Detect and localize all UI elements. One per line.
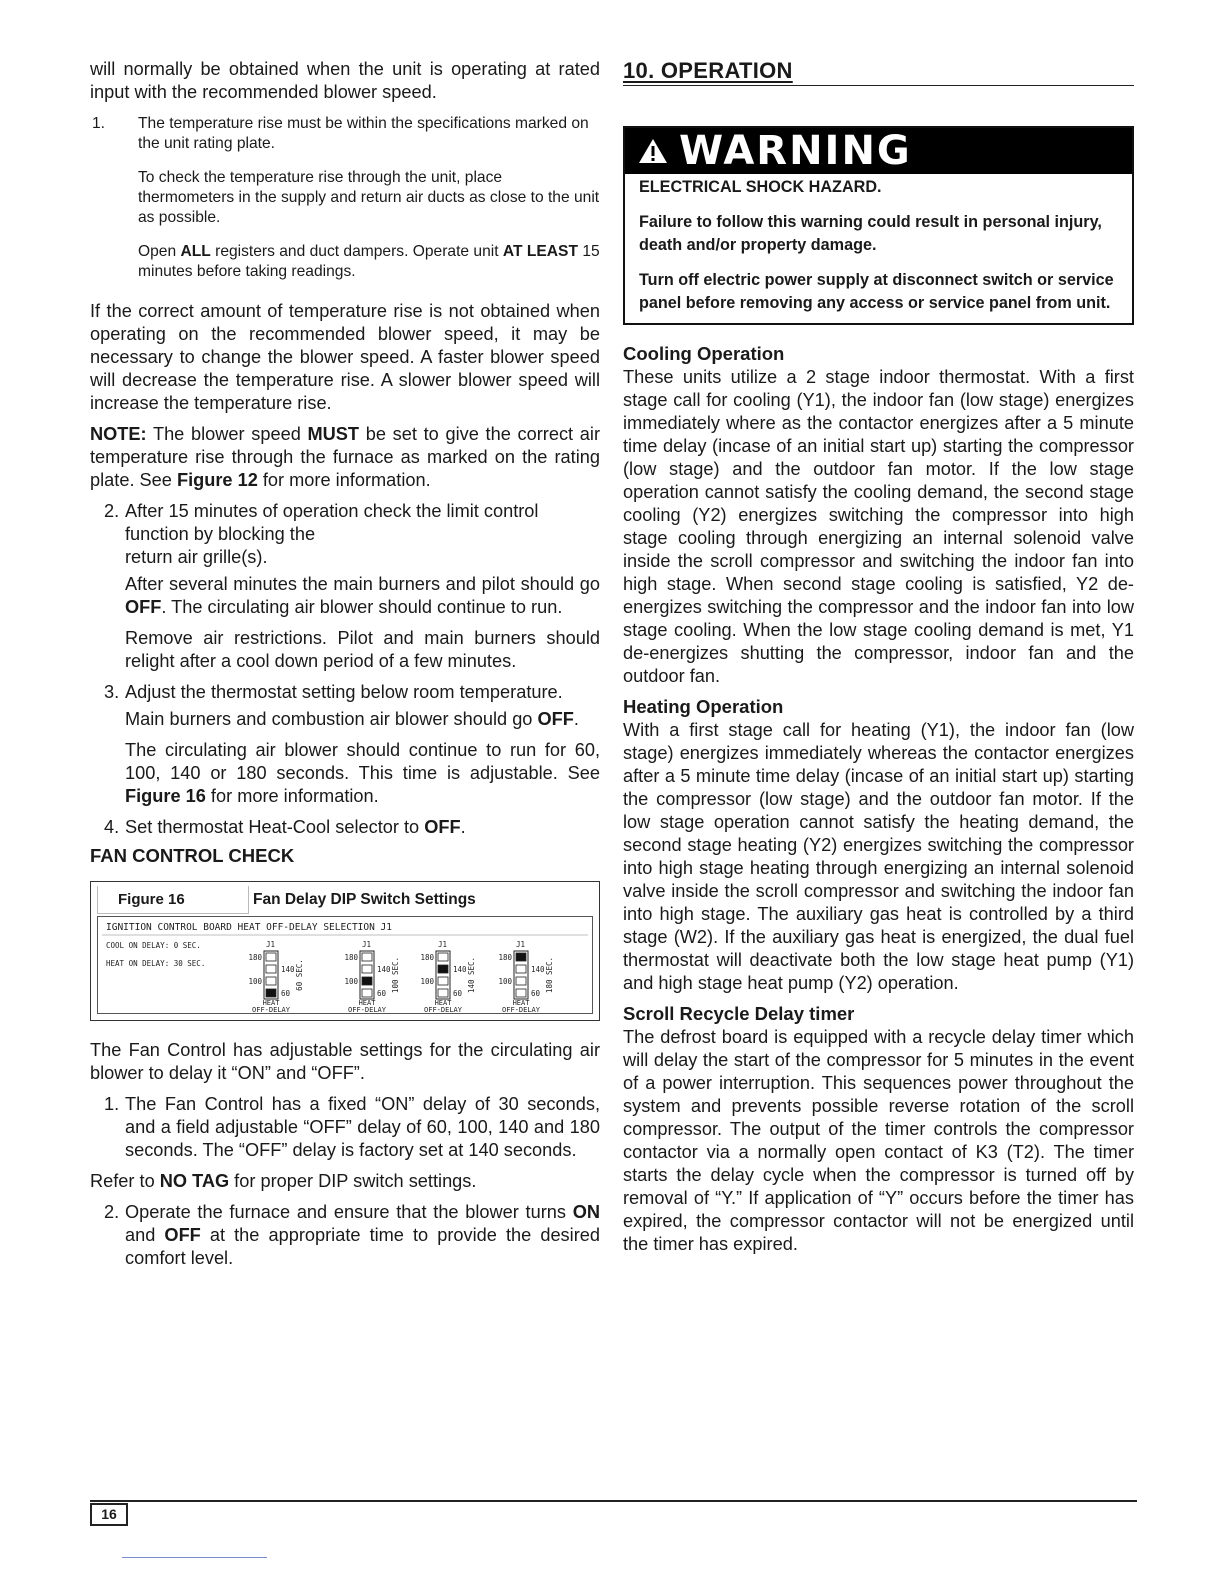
dip-position xyxy=(438,989,448,997)
position-label: 180 xyxy=(498,953,512,962)
figure-title: Fan Delay DIP Switch Settings xyxy=(253,891,476,908)
intro-paragraph: will normally be obtained when the unit is operating at rated input with the recommended blower speed. xyxy=(90,59,600,102)
position-label: 100 xyxy=(344,977,358,986)
dip-position-selected xyxy=(266,989,276,997)
dip-switch-svg xyxy=(98,917,594,1013)
list-text: The temperature rise must be within the specifications marked on the unit rating plate. xyxy=(138,115,589,152)
j1-label: J1 xyxy=(438,940,448,949)
warning-body xyxy=(625,174,1132,323)
dip-position xyxy=(438,953,448,961)
scroll-heading: Scroll Recycle Delay timer xyxy=(623,1003,855,1024)
position-label: 100 xyxy=(420,977,434,986)
warning-turn-off: Turn off electric power supply at disconnect switch or service panel before removing any access or service panel from unit. xyxy=(639,271,1114,312)
off-delay-label: OFF-DELAY xyxy=(502,1006,540,1013)
note-paragraph: NOTE: The blower speed MUST be set to give the correct air temperature rise through the furnace as marked on the rating plate. See Figure 12 for more information. xyxy=(90,424,600,490)
dip-position-selected xyxy=(438,965,448,973)
position-label: 60 xyxy=(531,989,541,998)
dip-position xyxy=(516,965,526,973)
dip-position xyxy=(266,953,276,961)
warning-word: WARNING xyxy=(679,128,912,174)
warning-box xyxy=(623,126,1134,325)
dip-position xyxy=(516,989,526,997)
position-label: 180 xyxy=(420,953,434,962)
footer-rule xyxy=(90,1500,1137,1502)
j1-label: J1 xyxy=(266,940,276,949)
dip-position xyxy=(362,989,372,997)
decorative-underline xyxy=(122,1557,267,1558)
refer-paragraph: Refer to NO TAG for proper DIP switch settings. xyxy=(90,1171,477,1191)
position-label: 140 xyxy=(531,965,545,974)
warning-triangle-icon xyxy=(637,137,669,165)
position-label: 60 xyxy=(453,989,463,998)
cooling-paragraph: These units utilize a 2 stage indoor thermostat. With a first stage call for cooling (Y1), the indoor fan (low stage) energizes immediately where as the contactor energizes after a 5 minute time delay (incase of an initial start up) starting the compressor (low stage) and the outdoor fan motor. If the low stage operation cannot satisfy the cooling demand, the second stage cooling (Y2) energizes switching the compressor into high stage cooling through energizing an internal solenoid valve inside the scroll compressor and switching the indoor fan into high stage. When second stage cooling is satisfied, Y2 de-energizes switching the compressor and the indoor fan into low stage cooling. When the low stage cooling demand is met, Y1 de-energizes shutting the compressor, indoor fan and the outdoor fan. xyxy=(623,367,1134,686)
warning-banner xyxy=(625,128,1132,174)
list-item-2: 2. After 15 minutes of operation check the limit control function by blocking the return air grille(s). xyxy=(104,501,539,567)
seconds-label: 60 SEC. xyxy=(295,959,304,991)
fan-list-item-2: 2. Operate the furnace and ensure that the blower turns ON and OFF at the appropriate time to provide the desired comfort level. xyxy=(104,1202,600,1268)
position-label: 100 xyxy=(248,977,262,986)
right-column xyxy=(623,58,1134,1264)
dip-position xyxy=(266,965,276,973)
cooling-heading: Cooling Operation xyxy=(623,343,785,364)
position-label: 140 xyxy=(377,965,391,974)
position-label: 180 xyxy=(344,953,358,962)
list-number: 1. xyxy=(92,115,106,132)
heat-label: HEAT xyxy=(262,999,280,1007)
cool-on-delay: COOL ON DELAY: 0 SEC. xyxy=(106,941,201,950)
dip-position xyxy=(362,953,372,961)
dip-position xyxy=(516,977,526,985)
board-label: IGNITION CONTROL BOARD HEAT OFF-DELAY SELECTION J1 xyxy=(106,922,392,933)
off-delay-label: OFF-DELAY xyxy=(424,1006,462,1013)
figure-tag: Figure 16 xyxy=(97,886,249,914)
heat-label: HEAT xyxy=(358,999,376,1007)
dip-position-selected xyxy=(516,953,526,961)
remove-restrictions-paragraph: Remove air restrictions. Pilot and main burners should relight after a cool down period of a few minutes. xyxy=(125,628,600,671)
page-number: 16 xyxy=(90,1503,128,1526)
dip-position xyxy=(438,977,448,985)
position-label: 60 xyxy=(281,989,291,998)
dip-position xyxy=(266,977,276,985)
seconds-label: 100 SEC. xyxy=(391,956,400,994)
position-label: 180 xyxy=(248,953,262,962)
off-delay-label: OFF-DELAY xyxy=(348,1006,386,1013)
heat-label: HEAT xyxy=(434,999,452,1007)
dip-position xyxy=(362,965,372,973)
dip-position-selected xyxy=(362,977,372,985)
heat-label: HEAT xyxy=(512,999,530,1007)
list-item-3: 3. Adjust the thermostat setting below room temperature. xyxy=(104,682,563,702)
list-item-4: 4. Set thermostat Heat-Cool selector to OFF. xyxy=(104,817,466,837)
warning-failure: Failure to follow this warning could result in personal injury, death and/or property damage. xyxy=(639,213,1102,254)
open-registers-instruction: Open ALL registers and duct dampers. Operate unit AT LEAST 15 minutes before taking readings. xyxy=(138,243,600,280)
position-label: 60 xyxy=(377,989,387,998)
circulating-blower-paragraph: The circulating air blower should continue to run for 60, 100, 140 or 180 seconds. This time is adjustable. See Figure 16 for more information. xyxy=(125,740,600,806)
heat-on-delay: HEAT ON DELAY: 30 SEC. xyxy=(106,959,206,968)
position-label: 140 xyxy=(281,965,295,974)
heating-heading: Heating Operation xyxy=(623,696,784,717)
seconds-label: 140 SEC. xyxy=(467,956,476,994)
position-label: 140 xyxy=(453,965,467,974)
figure-16 xyxy=(90,881,600,1021)
fan-control-heading: FAN CONTROL CHECK xyxy=(90,845,295,866)
scroll-paragraph: The defrost board is equipped with a recycle delay timer which will delay the start of the compressor for 5 minutes in the event of a power interruption. This sequences power throughout the system and prevents possible reverse rotation of the scroll compressor. The output of the timer controls the compressor contactor via a normally open contact of K3 (T2). The timer starts the delay cycle when the compressor is turned off by removal of “Y.” If application of “Y” occurs before the timer has expired, the compressor contactor will not be energized until the timer has expired. xyxy=(623,1027,1134,1254)
check-instruction: To check the temperature rise through the unit, place thermometers in the supply and return air ducts as close to the unit as possible. xyxy=(138,169,600,226)
list-item-1 xyxy=(90,114,600,154)
seconds-label: 180 SEC. xyxy=(545,956,554,994)
position-label: 100 xyxy=(498,977,512,986)
fan-control-paragraph: The Fan Control has adjustable settings for the circulating air blower to delay it “ON” and “OFF”. xyxy=(90,1040,600,1083)
section-title: 10. OPERATION xyxy=(623,58,1134,86)
heating-paragraph: With a first stage call for heating (Y1), the indoor fan (low stage) energizes immediately whereas the contactor energizes after a 5 minute time delay (incase of an initial start up) starting the compressor (low stage) and the outdoor fan motor. If the low stage operation cannot satisfy the heating demand, the second stage heating (Y2) energizes switching the compressor into high stage heating through energizing an internal solenoid valve inside the scroll compressor and switching the indoor fan into high stage. The auxiliary gas heat is controlled by a third stage (W2). If the auxiliary gas heat is energized, the dual fuel thermostat will deactivate both the low stage heat pump (Y1) and high stage heat pump (Y2) operation. xyxy=(623,720,1134,993)
off-delay-label: OFF-DELAY xyxy=(252,1006,290,1013)
j1-label: J1 xyxy=(362,940,372,949)
after-minutes-paragraph: After several minutes the main burners and pilot should go OFF. The circulating air blower should continue to run. xyxy=(125,574,600,617)
fan-list-item-1: 1. The Fan Control has a fixed “ON” delay of 30 seconds, and a field adjustable “OFF” delay of 60, 100, 140 and 180 seconds. The “OFF” delay is factory set at 140 seconds. xyxy=(104,1094,600,1160)
j1-label: J1 xyxy=(516,940,526,949)
left-column xyxy=(90,58,600,1278)
warning-hazard: ELECTRICAL SHOCK HAZARD. xyxy=(639,178,882,196)
dip-switch-diagram xyxy=(97,916,593,1014)
temperature-rise-paragraph: If the correct amount of temperature rise is not obtained when operating on the recommended blower speed, it may be necessary to change the blower speed. A faster blower speed will decrease the temperature rise. A slower blower speed will increase the temperature rise. xyxy=(90,301,600,413)
main-burners-paragraph: Main burners and combustion air blower should go OFF. xyxy=(125,709,579,729)
